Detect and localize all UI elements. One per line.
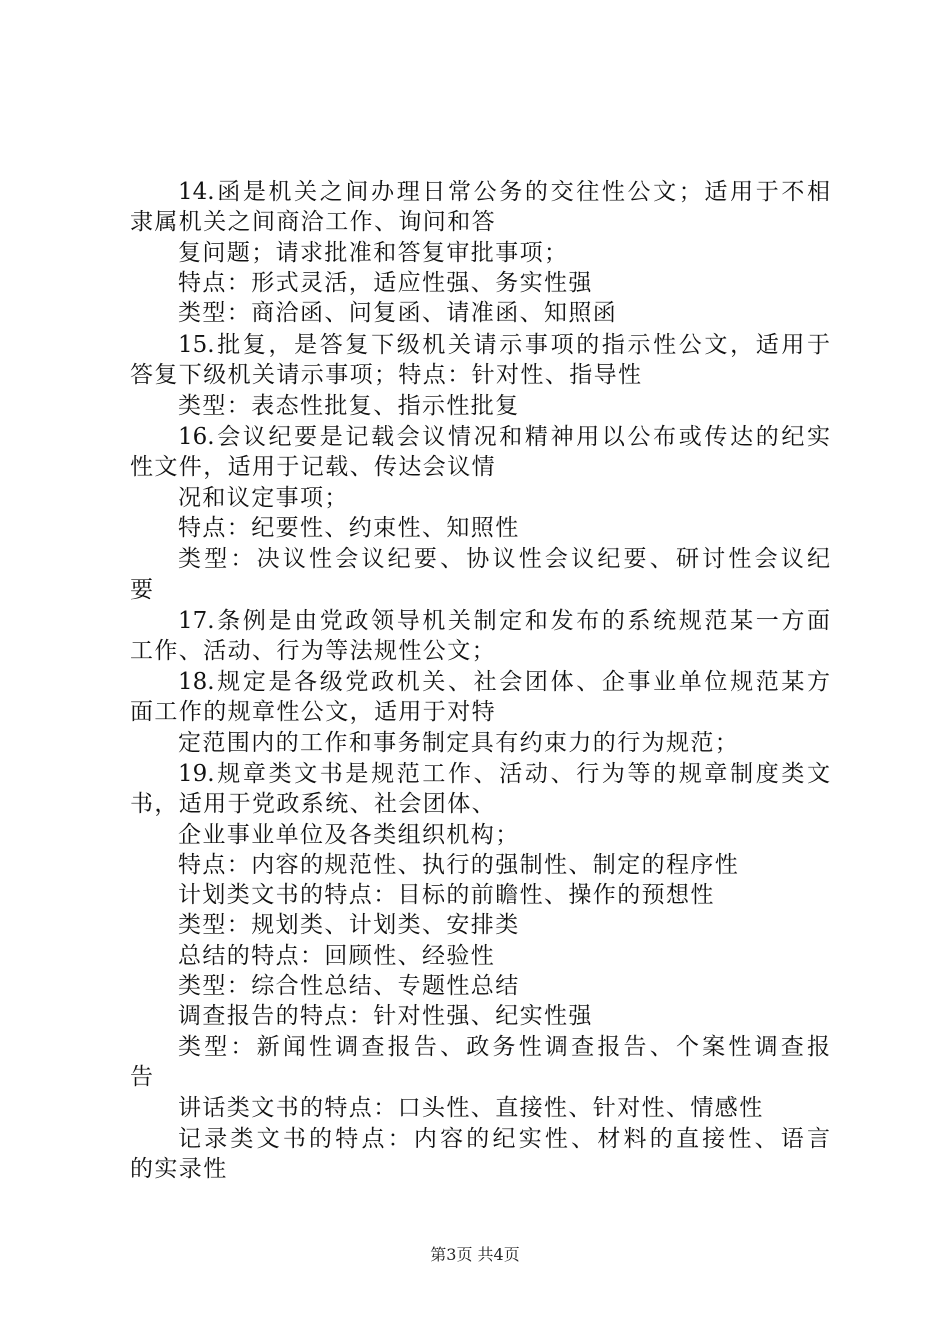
summary-types-line: 类型：综合性总结、专题性总结 <box>178 973 520 999</box>
paragraph-14-line-2: 隶属机关之间商洽工作、询问和答 <box>130 209 496 235</box>
record-features-line-2: 的实录性 <box>130 1156 228 1182</box>
paragraph-19-line-3: 企业事业单位及各类组织机构； <box>178 822 520 848</box>
plan-types-line: 类型：规划类、计划类、安排类 <box>178 912 520 938</box>
survey-features-line: 调查报告的特点：针对性强、纪实性强 <box>178 1003 593 1029</box>
minutes-types-line-2: 要 <box>130 577 155 603</box>
paragraph-15-line-2: 答复下级机关请示事项；特点：针对性、指导性 <box>130 362 643 388</box>
letter-features-line: 特点：形式灵活，适应性强、务实性强 <box>178 270 593 296</box>
paragraph-18-line-2: 面工作的规章性公文，适用于对特 <box>130 699 496 725</box>
paragraph-14-line-3: 复问题；请求批准和答复审批事项； <box>178 240 569 266</box>
paragraph-14-line-1: 14.函是机关之间办理日常公务的交往性公文；适用于不相 <box>178 179 830 205</box>
speech-features-line: 讲话类文书的特点：口头性、直接性、针对性、情感性 <box>178 1095 764 1121</box>
summary-features-line: 总结的特点：回顾性、经验性 <box>178 943 496 969</box>
survey-types-line-1: 类型：新闻性调查报告、政务性调查报告、个案性调查报 <box>178 1034 830 1060</box>
paragraph-17-line-2: 工作、活动、行为等法规性公文； <box>130 638 496 664</box>
paragraph-18-line-3: 定范围内的工作和事务制定具有约束力的行为规范； <box>178 730 740 756</box>
minutes-types-line-1: 类型：决议性会议纪要、协议性会议纪要、研讨性会议纪 <box>178 546 830 572</box>
survey-types-line-2: 告 <box>130 1064 155 1090</box>
paragraph-19-line-1: 19.规章类文书是规范工作、活动、行为等的规章制度类文 <box>178 761 830 787</box>
paragraph-16-line-2: 性文件，适用于记载、传达会议情 <box>130 454 496 480</box>
paragraph-18-line-1: 18.规定是各级党政机关、社会团体、企事业单位规范某方 <box>178 669 830 695</box>
minutes-features-line: 特点：纪要性、约束性、知照性 <box>178 515 520 541</box>
record-features-line-1: 记录类文书的特点：内容的纪实性、材料的直接性、语言 <box>178 1126 830 1152</box>
rules-features-line: 特点：内容的规范性、执行的强制性、制定的程序性 <box>178 852 740 878</box>
letter-types-line: 类型：商洽函、问复函、请准函、知照函 <box>178 300 618 326</box>
paragraph-17-line-1: 17.条例是由党政领导机关制定和发布的系统规范某一方面 <box>178 608 830 634</box>
page-footer: 第3页 共4页 <box>430 1245 520 1264</box>
reply-types-line: 类型：表态性批复、指示性批复 <box>178 393 520 419</box>
plan-features-line: 计划类文书的特点：目标的前瞻性、操作的预想性 <box>178 882 715 908</box>
paragraph-15-line-1: 15.批复，是答复下级机关请示事项的指示性公文，适用于 <box>178 332 830 358</box>
paragraph-19-line-2: 书，适用于党政系统、社会团体、 <box>130 791 496 817</box>
paragraph-16-line-3: 况和议定事项； <box>178 485 349 511</box>
paragraph-16-line-1: 16.会议纪要是记载会议情况和精神用以公布或传达的纪实 <box>178 424 830 450</box>
